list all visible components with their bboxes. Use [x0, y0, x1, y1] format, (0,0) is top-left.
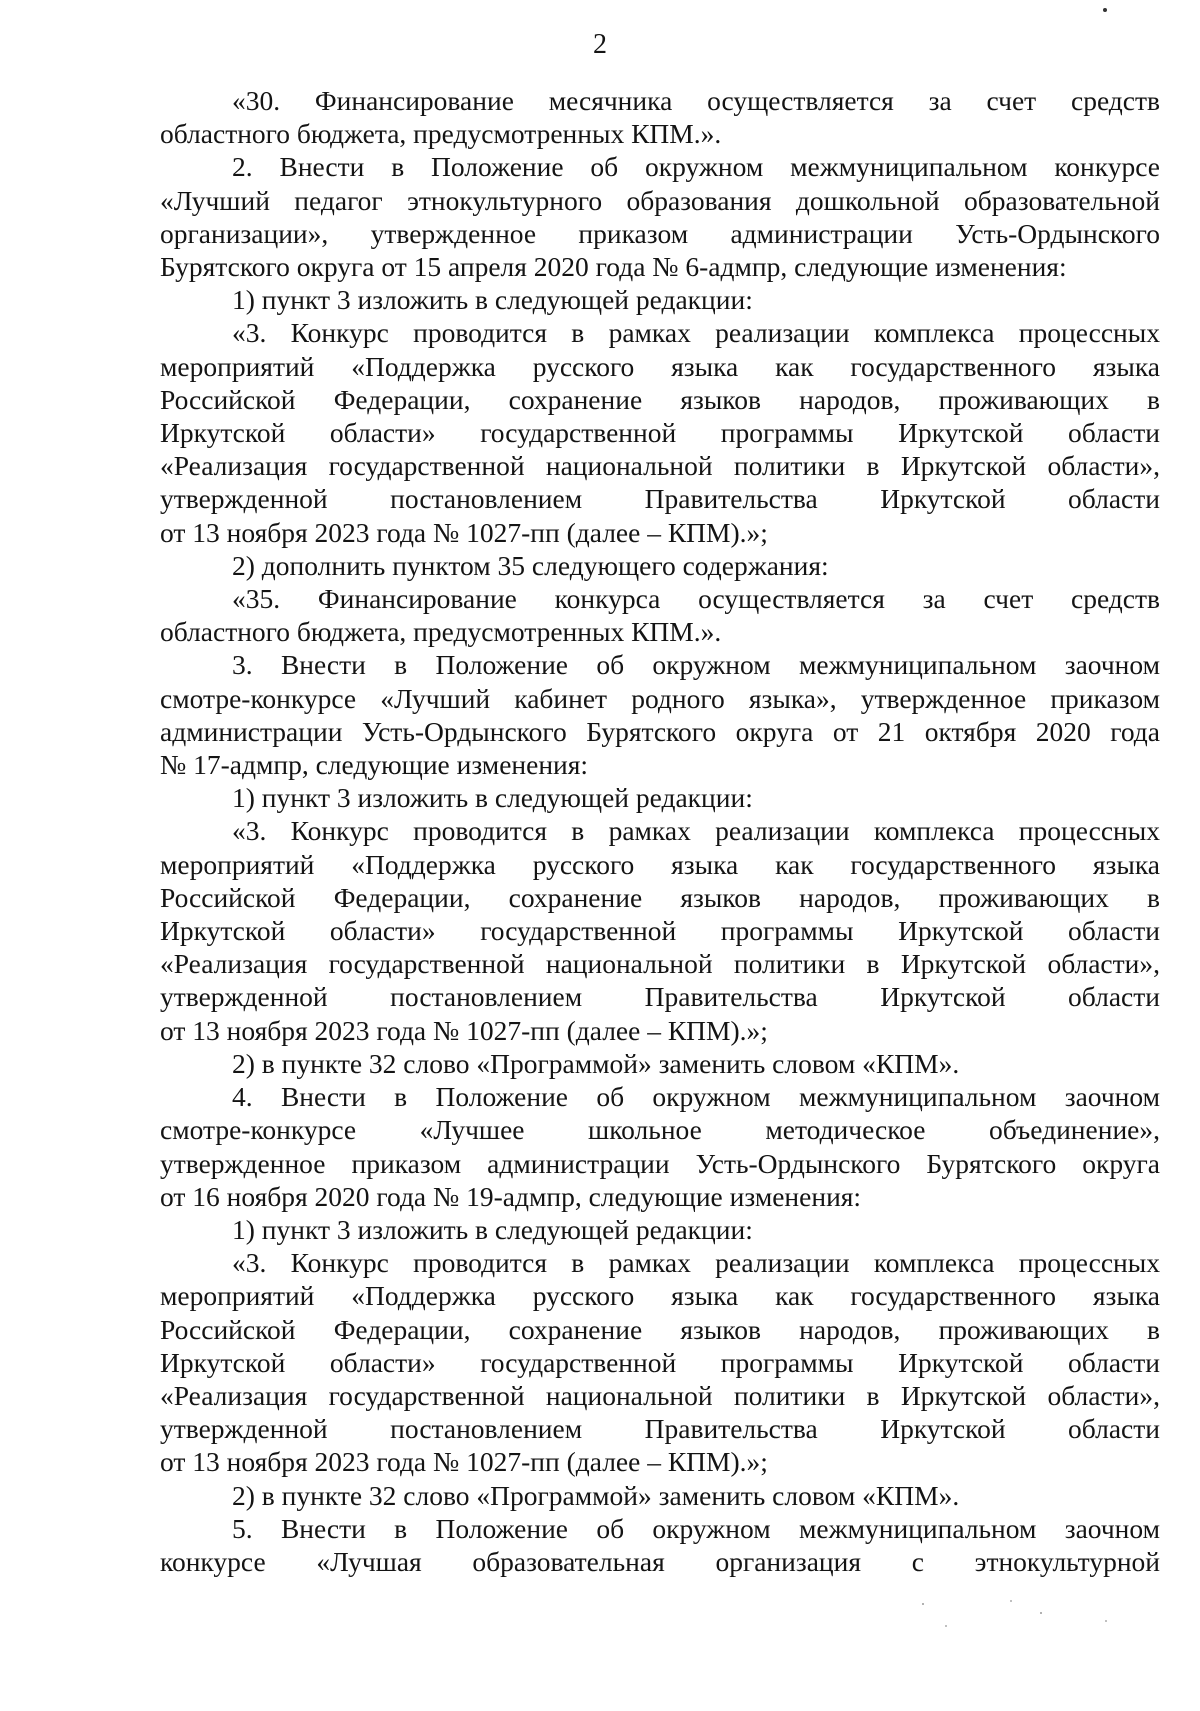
- paragraph: [160, 1047, 1160, 1080]
- text-line: «Реализация государственной национальной политики в Иркутской области»,: [160, 948, 1160, 980]
- text-line: мероприятий «Поддержка русского языка как государственного языка: [160, 848, 1160, 880]
- text-line: администрации Усть-Ордынского Бурятского округа от 21 октября 2020 года: [160, 715, 1160, 747]
- text-line: Российской Федерации, сохранение языков народов, проживающих в: [160, 881, 1160, 913]
- text-line: 4. Внести в Положение об окружном межмуниципальном заочном: [232, 1081, 1160, 1113]
- text-line: 2) дополнить пунктом 35 следующего содержания:: [232, 549, 829, 581]
- scan-speck: [922, 1603, 924, 1605]
- text-line: смотре-конкурсе «Лучшее школьное методическое объединение»,: [160, 1114, 1160, 1146]
- document-body: [160, 84, 1160, 1578]
- text-line: конкурсе «Лучшая образовательная организация с этнокультурной: [160, 1545, 1160, 1577]
- paragraph: [160, 1479, 1160, 1512]
- paragraph: [160, 549, 1160, 582]
- text-line: «3. Конкурс проводится в рамках реализации комплекса процессных: [232, 317, 1160, 349]
- text-line: 1) пункт 3 изложить в следующей редакции:: [232, 284, 753, 316]
- text-line: утвержденной постановлением Правительства Иркутской области: [160, 483, 1160, 515]
- text-line: 1) пункт 3 изложить в следующей редакции:: [232, 782, 753, 814]
- text-line: 3. Внести в Положение об окружном межмуниципальном заочном: [232, 649, 1160, 681]
- text-line: 2) в пункте 32 слово «Программой» заменить словом «КПМ».: [232, 1047, 960, 1079]
- page-number: 2: [593, 29, 607, 60]
- text-line: Российской Федерации, сохранение языков народов, проживающих в: [160, 383, 1160, 415]
- text-line: утвержденной постановлением Правительства Иркутской области: [160, 981, 1160, 1013]
- text-line: мероприятий «Поддержка русского языка как государственного языка: [160, 1280, 1160, 1312]
- text-line: смотре-конкурсе «Лучший кабинет родного языка», утвержденное приказом: [160, 682, 1160, 714]
- text-line: Иркутской области» государственной программы Иркутской области: [160, 1346, 1160, 1378]
- text-line: от 13 ноября 2023 года № 1027-пп (далее – КПМ).»;: [160, 1446, 768, 1478]
- paragraph: [160, 781, 1160, 814]
- text-line: Иркутской области» государственной программы Иркутской области: [160, 915, 1160, 947]
- paragraph: [160, 84, 1160, 150]
- text-line: «3. Конкурс проводится в рамках реализации комплекса процессных: [232, 815, 1160, 847]
- text-line: от 13 ноября 2023 года № 1027-пп (далее – КПМ).»;: [160, 1014, 768, 1046]
- paragraph: [160, 1213, 1160, 1246]
- paragraph: [160, 648, 1160, 781]
- text-line: областного бюджета, предусмотренных КПМ.».: [160, 118, 722, 150]
- paragraph: [160, 1246, 1160, 1478]
- scan-speck: [1010, 1600, 1012, 1602]
- text-line: мероприятий «Поддержка русского языка как государственного языка: [160, 350, 1160, 382]
- text-line: организации», утвержденное приказом администрации Усть-Ордынского: [160, 217, 1160, 249]
- text-line: Иркутской области» государственной программы Иркутской области: [160, 417, 1160, 449]
- paragraph: [160, 1080, 1160, 1213]
- text-line: 2) в пункте 32 слово «Программой» заменить словом «КПМ».: [232, 1479, 960, 1511]
- text-line: Российской Федерации, сохранение языков народов, проживающих в: [160, 1313, 1160, 1345]
- text-line: утвержденное приказом администрации Усть-Ордынского Бурятского округа: [160, 1147, 1160, 1179]
- paragraph: [160, 150, 1160, 283]
- text-line: № 17-адмпр, следующие изменения:: [160, 749, 589, 781]
- scan-speck: [945, 1625, 947, 1627]
- paragraph: [160, 283, 1160, 316]
- text-line: «3. Конкурс проводится в рамках реализации комплекса процессных: [232, 1247, 1160, 1279]
- text-line: Бурятского округа от 15 апреля 2020 года № 6-адмпр, следующие изменения:: [160, 251, 1067, 283]
- paragraph: [160, 814, 1160, 1046]
- text-line: 5. Внести в Положение об окружном межмуниципальном заочном: [232, 1512, 1160, 1544]
- text-line: 2. Внести в Положение об окружном межмуниципальном конкурсе: [232, 151, 1160, 183]
- text-line: «30. Финансирование месячника осуществляется за счет средств: [232, 85, 1160, 116]
- text-line: утвержденной постановлением Правительства Иркутской области: [160, 1413, 1160, 1445]
- text-line: областного бюджета, предусмотренных КПМ.».: [160, 616, 722, 648]
- paragraph: [160, 1512, 1160, 1578]
- paragraph: [160, 582, 1160, 648]
- text-line: «Реализация государственной национальной политики в Иркутской области»,: [160, 1379, 1160, 1411]
- scan-speck: [1105, 1620, 1107, 1622]
- text-line: «Лучший педагог этнокультурного образования дошкольной образовательной: [160, 184, 1160, 216]
- text-line: «35. Финансирование конкурса осуществляется за счет средств: [232, 583, 1160, 615]
- text-line: от 13 ноября 2023 года № 1027-пп (далее – КПМ).»;: [160, 516, 768, 548]
- paragraph: [160, 316, 1160, 548]
- scan-speck: [1103, 8, 1107, 12]
- text-line: от 16 ноября 2020 года № 19-адмпр, следующие изменения:: [160, 1180, 862, 1212]
- text-line: 1) пункт 3 изложить в следующей редакции:: [232, 1213, 753, 1245]
- text-line: «Реализация государственной национальной политики в Иркутской области»,: [160, 450, 1160, 482]
- scan-speck: [1040, 1612, 1042, 1614]
